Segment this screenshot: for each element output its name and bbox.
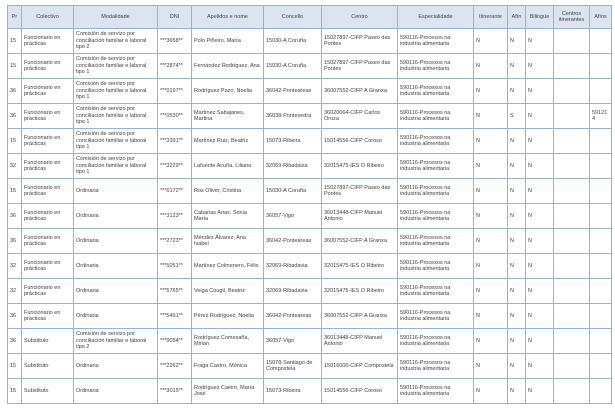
column-header-itinerante: Itinerante bbox=[474, 6, 508, 29]
cell-afins bbox=[590, 29, 612, 54]
cell-dni: ***5765** bbox=[158, 279, 192, 304]
cell-pr: 32 bbox=[8, 254, 22, 279]
column-header-modalidade: Modalidade bbox=[74, 6, 158, 29]
cell-concello: 36057-Vigo bbox=[264, 204, 322, 229]
cell-pr: 36 bbox=[8, 204, 22, 229]
cell-afins bbox=[590, 129, 612, 154]
cell-pr: 36 bbox=[8, 329, 22, 354]
table-row bbox=[8, 354, 612, 379]
cell-centro: 15027897-CIFP Paseo das Pontes bbox=[322, 29, 398, 54]
table-row bbox=[8, 179, 612, 204]
cell-bilingue: N bbox=[526, 129, 554, 154]
teacher-assignment-table bbox=[7, 5, 612, 404]
cell-especialidade: 590116-Procesos na industria alimentaria bbox=[398, 304, 474, 329]
cell-pr: 36 bbox=[8, 304, 22, 329]
table-row bbox=[8, 54, 612, 79]
cell-dni: ***9054** bbox=[158, 329, 192, 354]
cell-apelidos_e_nome: Rodríguez Caeiro, María José bbox=[192, 379, 264, 404]
cell-bilingue: N bbox=[526, 179, 554, 204]
cell-apelidos_e_nome: Veiga Cougil, Beatriz bbox=[192, 279, 264, 304]
cell-afin: N bbox=[508, 154, 526, 179]
cell-afins bbox=[590, 379, 612, 404]
cell-itinerante: N bbox=[474, 329, 508, 354]
cell-centros_itinerantes bbox=[554, 254, 590, 279]
cell-afin: N bbox=[508, 329, 526, 354]
cell-afins bbox=[590, 54, 612, 79]
cell-especialidade: 590116-Procesos na industria alimentaria bbox=[398, 54, 474, 79]
cell-afins bbox=[590, 304, 612, 329]
column-header-pr: Pr bbox=[8, 6, 22, 29]
cell-concello: 15030-A Coruña bbox=[264, 179, 322, 204]
cell-centro: 32015475-IES O Ribeiro bbox=[322, 254, 398, 279]
cell-modalidade: Ordinaria bbox=[74, 379, 158, 404]
cell-dni: ***3229** bbox=[158, 154, 192, 179]
cell-especialidade: 590116-Procesos na industria alimentaria bbox=[398, 104, 474, 129]
cell-apelidos_e_nome: Polo Piñeiro, María bbox=[192, 29, 264, 54]
cell-afins bbox=[590, 354, 612, 379]
cell-especialidade: 590116-Procesos na industria alimentaria bbox=[398, 279, 474, 304]
cell-colectivo: Substituto bbox=[22, 354, 74, 379]
cell-especialidade: 590116-Procesos na industria alimentaria bbox=[398, 154, 474, 179]
cell-modalidade: Comisión de servizo por conciliación familiar e laboral tipo 1 bbox=[74, 79, 158, 104]
cell-dni: ***3123** bbox=[158, 204, 192, 229]
cell-especialidade: 590116-Procesos na industria alimentaria bbox=[398, 29, 474, 54]
table-row bbox=[8, 254, 612, 279]
cell-afin: N bbox=[508, 179, 526, 204]
cell-centro: 36007552-CIFP A Granxa bbox=[322, 229, 398, 254]
cell-afins bbox=[590, 204, 612, 229]
cell-centros_itinerantes bbox=[554, 304, 590, 329]
cell-dni: ***2262** bbox=[158, 354, 192, 379]
cell-afin: N bbox=[508, 29, 526, 54]
cell-afins bbox=[590, 279, 612, 304]
cell-apelidos_e_nome: Méndez Álvarez, Ana Isabel bbox=[192, 229, 264, 254]
cell-centro: 15014556-CIFP Coroso bbox=[322, 379, 398, 404]
cell-afins bbox=[590, 229, 612, 254]
cell-colectivo: Funcionario en prácticas bbox=[22, 129, 74, 154]
cell-colectivo: Funcionario en prácticas bbox=[22, 29, 74, 54]
cell-bilingue: N bbox=[526, 279, 554, 304]
cell-modalidade: Ordinaria bbox=[74, 229, 158, 254]
table-row bbox=[8, 379, 612, 404]
cell-afins bbox=[590, 254, 612, 279]
cell-colectivo: Substituto bbox=[22, 329, 74, 354]
cell-colectivo: Funcionario en prácticas bbox=[22, 179, 74, 204]
cell-afin: N bbox=[508, 129, 526, 154]
cell-bilingue: N bbox=[526, 204, 554, 229]
cell-apelidos_e_nome: Rodríguez Comesaña, Mirian bbox=[192, 329, 264, 354]
cell-especialidade: 590116-Procesos na industria alimentaria bbox=[398, 129, 474, 154]
cell-dni: ***3658** bbox=[158, 29, 192, 54]
cell-itinerante: N bbox=[474, 204, 508, 229]
table-row bbox=[8, 229, 612, 254]
cell-centros_itinerantes bbox=[554, 229, 590, 254]
table-row bbox=[8, 279, 612, 304]
cell-bilingue: N bbox=[526, 329, 554, 354]
cell-centro: 36007552-CIFP A Granxa bbox=[322, 79, 398, 104]
cell-concello: 36042-Ponteareas bbox=[264, 229, 322, 254]
table-row bbox=[8, 304, 612, 329]
cell-centros_itinerantes bbox=[554, 104, 590, 129]
cell-afin: N bbox=[508, 354, 526, 379]
cell-dni: ***2874** bbox=[158, 54, 192, 79]
column-header-bilingue: Bilingüe bbox=[526, 6, 554, 29]
cell-centros_itinerantes bbox=[554, 329, 590, 354]
cell-bilingue: N bbox=[526, 54, 554, 79]
cell-centros_itinerantes bbox=[554, 279, 590, 304]
cell-afin: S bbox=[508, 104, 526, 129]
cell-afin: N bbox=[508, 204, 526, 229]
cell-centro: 15027897-CIFP Paseo das Pontes bbox=[322, 54, 398, 79]
cell-pr: 15 bbox=[8, 354, 22, 379]
cell-centro: 32015475-IES O Ribeiro bbox=[322, 279, 398, 304]
cell-apelidos_e_nome: Rodríguez Pazo, Noelia bbox=[192, 79, 264, 104]
table-row bbox=[8, 204, 612, 229]
cell-apelidos_e_nome: Martínez Colmenero, Félix bbox=[192, 254, 264, 279]
cell-centro: 32015475-IES O Ribeiro bbox=[322, 154, 398, 179]
cell-modalidade: Comisión de servizo por conciliación familiar e laboral tipo 1 bbox=[74, 104, 158, 129]
cell-afins bbox=[590, 329, 612, 354]
cell-bilingue: N bbox=[526, 354, 554, 379]
cell-centros_itinerantes bbox=[554, 154, 590, 179]
cell-afin: N bbox=[508, 79, 526, 104]
cell-concello: 15030-A Coruña bbox=[264, 54, 322, 79]
cell-dni: ***5051** bbox=[158, 254, 192, 279]
cell-concello: 32069-Ribadavia bbox=[264, 279, 322, 304]
cell-pr: 15 bbox=[8, 54, 22, 79]
cell-apelidos_e_nome: Cabanas Arias, Sonia María bbox=[192, 204, 264, 229]
cell-bilingue: N bbox=[526, 379, 554, 404]
cell-colectivo: Funcionario en prácticas bbox=[22, 229, 74, 254]
cell-colectivo: Funcionario en prácticas bbox=[22, 279, 74, 304]
cell-concello: 36042-Ponteareas bbox=[264, 79, 322, 104]
cell-afin: N bbox=[508, 304, 526, 329]
cell-dni: ***0197** bbox=[158, 79, 192, 104]
column-header-colectivo: Colectivo bbox=[22, 6, 74, 29]
cell-apelidos_e_nome: Lafuente Acuña, Liliana bbox=[192, 154, 264, 179]
table-row bbox=[8, 154, 612, 179]
cell-pr: 36 bbox=[8, 79, 22, 104]
cell-especialidade: 590116-Procesos na industria alimentaria bbox=[398, 254, 474, 279]
cell-itinerante: N bbox=[474, 29, 508, 54]
cell-itinerante: N bbox=[474, 254, 508, 279]
table-row bbox=[8, 329, 612, 354]
cell-pr: 36 bbox=[8, 104, 22, 129]
cell-modalidade: Comisión de servizo por conciliación familiar e laboral tipo 1 bbox=[74, 129, 158, 154]
cell-bilingue: N bbox=[526, 29, 554, 54]
cell-afins bbox=[590, 154, 612, 179]
column-header-afins: Afíns bbox=[590, 6, 612, 29]
cell-pr: 36 bbox=[8, 229, 22, 254]
table-row bbox=[8, 79, 612, 104]
cell-colectivo: Funcionario en prácticas bbox=[22, 79, 74, 104]
cell-itinerante: N bbox=[474, 304, 508, 329]
cell-colectivo: Funcionario en prácticas bbox=[22, 54, 74, 79]
cell-concello: 15078-Santiago de Compostela bbox=[264, 354, 322, 379]
cell-pr: 15 bbox=[8, 379, 22, 404]
column-header-especialidade: Especialidade bbox=[398, 6, 474, 29]
cell-itinerante: N bbox=[474, 104, 508, 129]
cell-modalidade: Comisión de servizo por conciliación familiar e laboral tipo 1 bbox=[74, 154, 158, 179]
cell-centros_itinerantes bbox=[554, 379, 590, 404]
cell-afin: N bbox=[508, 229, 526, 254]
cell-especialidade: 590116-Procesos na industria alimentaria bbox=[398, 329, 474, 354]
cell-afin: N bbox=[508, 254, 526, 279]
cell-bilingue: N bbox=[526, 104, 554, 129]
cell-centro: 36007552-CIFP A Granxa bbox=[322, 304, 398, 329]
cell-itinerante: N bbox=[474, 179, 508, 204]
cell-centros_itinerantes bbox=[554, 29, 590, 54]
cell-dni: ***6172** bbox=[158, 179, 192, 204]
column-header-afin: Afín bbox=[508, 6, 526, 29]
table-header-row bbox=[8, 6, 612, 29]
cell-centro: 15016000-CIFP Compostela bbox=[322, 354, 398, 379]
cell-colectivo: Funcionario en prácticas bbox=[22, 154, 74, 179]
cell-apelidos_e_nome: Fernández Rodríguez, Ana bbox=[192, 54, 264, 79]
column-header-centros_itinerantes: Centros itinerantes bbox=[554, 6, 590, 29]
cell-modalidade: Comisión de servizo por conciliación familiar e laboral tipo 2 bbox=[74, 29, 158, 54]
cell-especialidade: 590116-Procesos na industria alimentaria bbox=[398, 229, 474, 254]
cell-afin: N bbox=[508, 379, 526, 404]
cell-especialidade: 590116-Procesos na industria alimentaria bbox=[398, 204, 474, 229]
cell-centro: 36013448-CIFP Manuel Antonio bbox=[322, 329, 398, 354]
cell-modalidade: Ordinaria bbox=[74, 179, 158, 204]
cell-itinerante: N bbox=[474, 129, 508, 154]
cell-centro: 36013448-CIFP Manuel Antonio bbox=[322, 204, 398, 229]
cell-modalidade: Comisión de servizo por conciliación familiar e laboral tipo 1 bbox=[74, 54, 158, 79]
cell-pr: 15 bbox=[8, 29, 22, 54]
cell-dni: ***3015** bbox=[158, 379, 192, 404]
cell-itinerante: N bbox=[474, 379, 508, 404]
cell-dni: ***2723** bbox=[158, 229, 192, 254]
cell-especialidade: 590116-Procesos na industria alimentaria bbox=[398, 379, 474, 404]
cell-bilingue: N bbox=[526, 304, 554, 329]
cell-concello: 15030-A Coruña bbox=[264, 29, 322, 54]
cell-modalidade: Ordinaria bbox=[74, 354, 158, 379]
cell-dni: ***0530** bbox=[158, 104, 192, 129]
cell-itinerante: N bbox=[474, 54, 508, 79]
cell-modalidade: Ordinaria bbox=[74, 204, 158, 229]
cell-especialidade: 590116-Procesos na industria alimentaria bbox=[398, 354, 474, 379]
cell-especialidade: 590116-Procesos na industria alimentaria bbox=[398, 79, 474, 104]
cell-colectivo: Substituto bbox=[22, 379, 74, 404]
cell-apelidos_e_nome: Martínez Ruiz, Beatriz bbox=[192, 129, 264, 154]
cell-apelidos_e_nome: Fraga Castro, Mónica bbox=[192, 354, 264, 379]
cell-especialidade: 590116-Procesos na industria alimentaria bbox=[398, 179, 474, 204]
cell-colectivo: Funcionario en prácticas bbox=[22, 204, 74, 229]
cell-centros_itinerantes bbox=[554, 204, 590, 229]
cell-centros_itinerantes bbox=[554, 79, 590, 104]
cell-itinerante: N bbox=[474, 79, 508, 104]
cell-afins: 591214 bbox=[590, 104, 612, 129]
cell-bilingue: N bbox=[526, 154, 554, 179]
table-row bbox=[8, 129, 612, 154]
cell-concello: 32069-Ribadavia bbox=[264, 154, 322, 179]
cell-centro: 15014556-CIFP Coroso bbox=[322, 129, 398, 154]
cell-apelidos_e_nome: Pérez Rodríguez, Noelia bbox=[192, 304, 264, 329]
cell-dni: ***3391** bbox=[158, 129, 192, 154]
cell-modalidade: Ordinaria bbox=[74, 279, 158, 304]
cell-concello: 32069-Ribadavia bbox=[264, 254, 322, 279]
cell-modalidade: Comisión de servizo por conciliación familiar e laboral tipo 2 bbox=[74, 329, 158, 354]
cell-centro: 36020064-CIFP Carlos Oroza bbox=[322, 104, 398, 129]
cell-pr: 32 bbox=[8, 154, 22, 179]
cell-itinerante: N bbox=[474, 354, 508, 379]
cell-afin: N bbox=[508, 279, 526, 304]
cell-modalidade: Ordinaria bbox=[74, 254, 158, 279]
cell-concello: 36042-Ponteareas bbox=[264, 304, 322, 329]
cell-apelidos_e_nome: Ros Oliver, Cristina bbox=[192, 179, 264, 204]
cell-afins bbox=[590, 79, 612, 104]
table-row bbox=[8, 104, 612, 129]
cell-centros_itinerantes bbox=[554, 129, 590, 154]
column-header-apelidos_e_nome: Apelidos e nome bbox=[192, 6, 264, 29]
cell-bilingue: N bbox=[526, 254, 554, 279]
cell-pr: 32 bbox=[8, 279, 22, 304]
cell-centros_itinerantes bbox=[554, 354, 590, 379]
cell-centros_itinerantes bbox=[554, 54, 590, 79]
cell-modalidade: Ordinaria bbox=[74, 304, 158, 329]
cell-colectivo: Funcionario en prácticas bbox=[22, 254, 74, 279]
cell-concello: 36057-Vigo bbox=[264, 329, 322, 354]
cell-bilingue: N bbox=[526, 229, 554, 254]
cell-apelidos_e_nome: Martínez Sabajanes, Martina bbox=[192, 104, 264, 129]
table-row bbox=[8, 29, 612, 54]
cell-afin: N bbox=[508, 54, 526, 79]
cell-colectivo: Funcionario en prácticas bbox=[22, 104, 74, 129]
cell-itinerante: N bbox=[474, 279, 508, 304]
cell-dni: ***5491** bbox=[158, 304, 192, 329]
cell-pr: 15 bbox=[8, 179, 22, 204]
column-header-centro: Centro bbox=[322, 6, 398, 29]
cell-itinerante: N bbox=[474, 229, 508, 254]
column-header-dni: DNI bbox=[158, 6, 192, 29]
cell-concello: 36038-Pontevedra bbox=[264, 104, 322, 129]
cell-pr: 15 bbox=[8, 129, 22, 154]
cell-afins bbox=[590, 179, 612, 204]
cell-concello: 15073-Ribeira bbox=[264, 129, 322, 154]
column-header-concello: Concello bbox=[264, 6, 322, 29]
cell-itinerante: N bbox=[474, 154, 508, 179]
cell-concello: 15073-Ribeira bbox=[264, 379, 322, 404]
cell-centro: 15027897-CIFP Paseo das Pontes bbox=[322, 179, 398, 204]
cell-colectivo: Funcionario en prácticas bbox=[22, 304, 74, 329]
cell-centros_itinerantes bbox=[554, 179, 590, 204]
cell-bilingue: N bbox=[526, 79, 554, 104]
